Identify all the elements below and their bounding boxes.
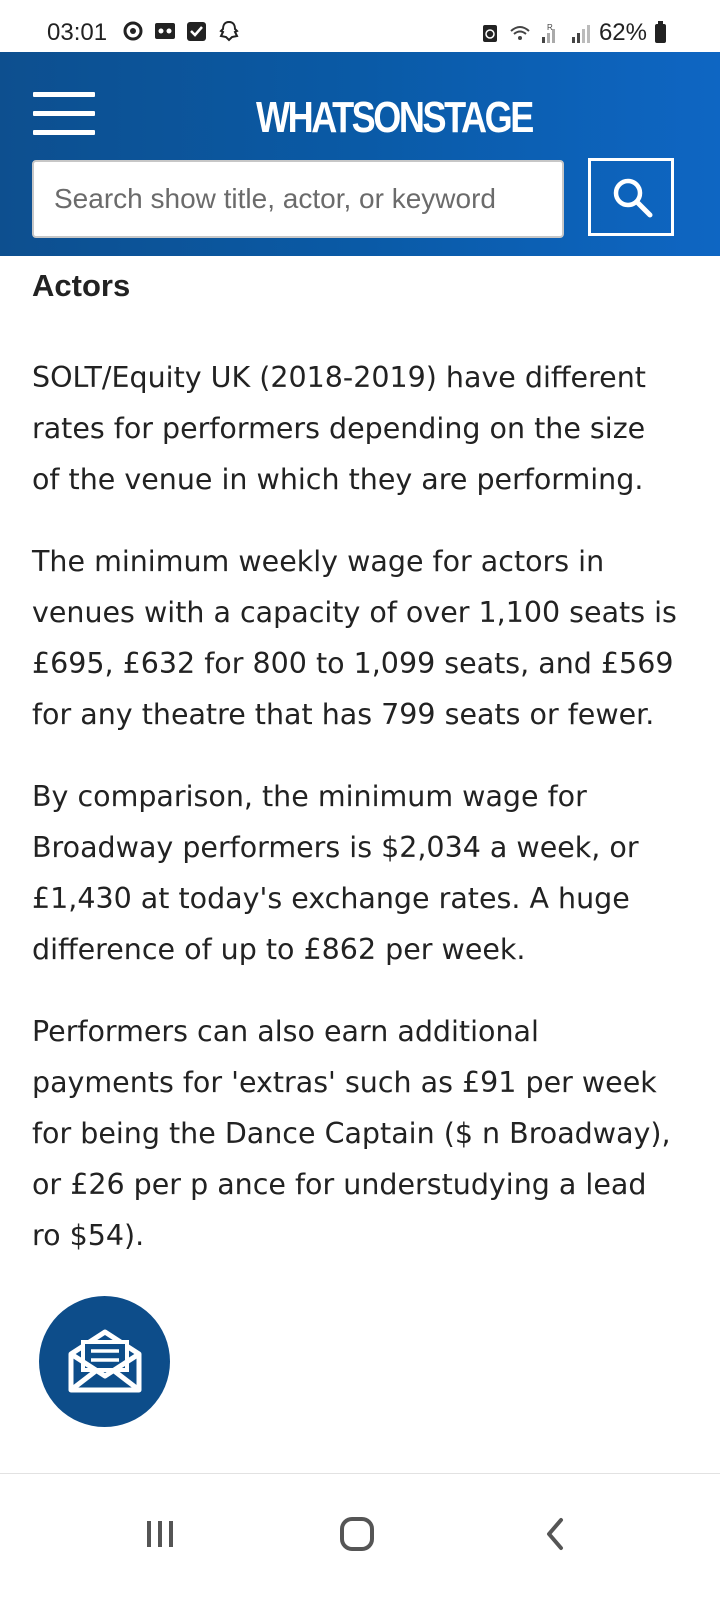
hamburger-line bbox=[33, 92, 95, 97]
search-input[interactable] bbox=[32, 160, 564, 238]
signal-icon bbox=[569, 22, 591, 44]
status-bar bbox=[0, 0, 720, 52]
signal-r-icon bbox=[539, 22, 561, 44]
battery-percentage: 62% bbox=[598, 19, 647, 46]
recents-button[interactable] bbox=[130, 1510, 190, 1560]
article-paragraph: By comparison, the minimum wage for Broadway performers is $2,034 a week, or £1,430 at today's exchange rates. A huge difference of up to £862 per week. bbox=[32, 780, 639, 966]
system-icons bbox=[479, 19, 666, 47]
sync-icon bbox=[122, 20, 144, 42]
newsletter-envelope-icon bbox=[67, 1328, 143, 1394]
article-paragraph: Performers can also earn additional payments for 'extras' such as £91 per week for being the Dance Captain ($ n Broadway), or £26 per p ance for understudying a lead ro $54). bbox=[32, 1015, 671, 1252]
snapchat-icon bbox=[218, 20, 240, 42]
voicemail-icon bbox=[154, 20, 176, 42]
svg-text:R: R bbox=[546, 23, 553, 32]
newsletter-button[interactable] bbox=[39, 1296, 170, 1427]
recents-icon bbox=[130, 1510, 190, 1560]
battery-icon bbox=[655, 24, 666, 43]
notification-icons bbox=[122, 20, 240, 42]
menu-button[interactable] bbox=[33, 92, 95, 136]
site-logo[interactable]: WHATSONSTAGE bbox=[256, 93, 532, 142]
home-icon bbox=[326, 1510, 386, 1560]
article-paragraph: SOLT/Equity UK (2018-2019) have different rates for performers depending on the size of the venue in which they are performing. bbox=[32, 361, 646, 496]
section-heading: Actors bbox=[32, 268, 131, 303]
search-button[interactable] bbox=[588, 158, 674, 236]
checkbox-icon bbox=[186, 20, 208, 42]
system-nav-bar bbox=[0, 1473, 720, 1601]
recycle-icon bbox=[479, 22, 501, 44]
back-button[interactable] bbox=[527, 1510, 587, 1560]
search-icon bbox=[611, 176, 655, 220]
status-time: 03:01 bbox=[47, 19, 108, 46]
home-button[interactable] bbox=[326, 1510, 386, 1560]
site-header bbox=[0, 52, 720, 256]
wifi-icon bbox=[509, 22, 531, 44]
hamburger-line bbox=[33, 111, 95, 116]
back-icon bbox=[527, 1510, 587, 1560]
article-paragraph: The minimum weekly wage for actors in venues with a capacity of over 1,100 seats is £695, £632 for 800 to 1,099 seats, and £569 for any theatre that has 799 seats or fewer. bbox=[32, 545, 677, 731]
hamburger-line bbox=[33, 130, 95, 135]
article-body bbox=[32, 256, 680, 1261]
